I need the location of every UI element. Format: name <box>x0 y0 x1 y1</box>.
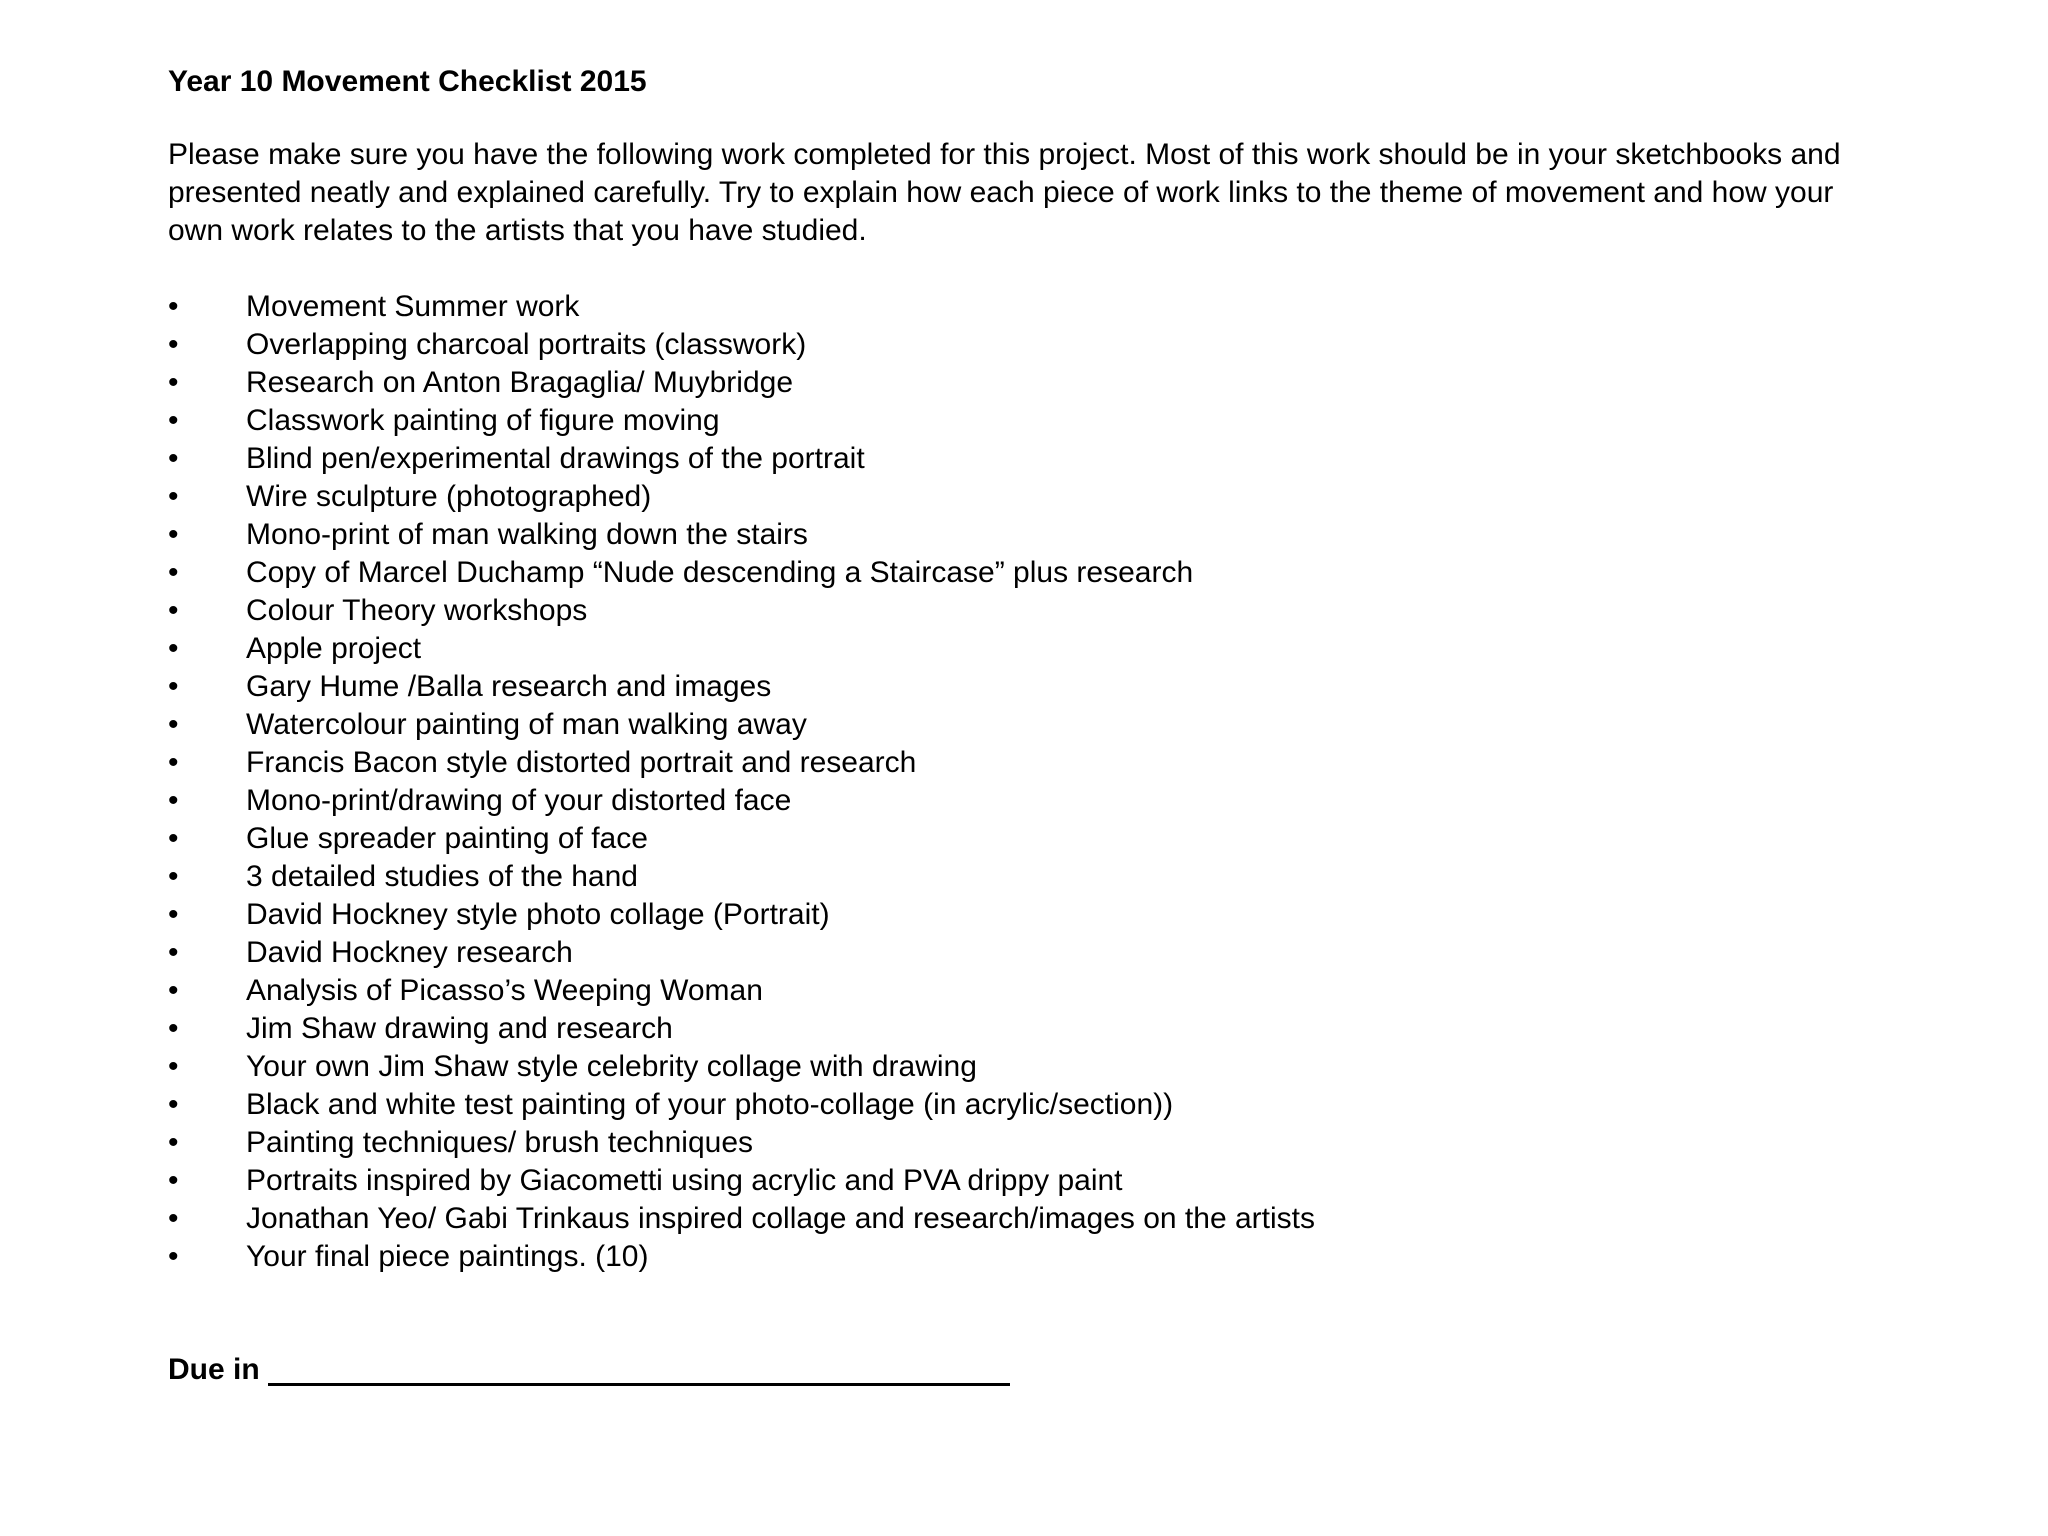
list-item-text: Painting techniques/ brush techniques <box>246 1126 754 1159</box>
bullet-icon: • <box>168 898 179 931</box>
list-item <box>168 1048 1888 1086</box>
list-item-text: Overlapping charcoal portraits (classwork) <box>246 328 807 361</box>
bullet-icon: • <box>168 936 179 969</box>
list-item-text: Classwork painting of figure moving <box>246 404 720 437</box>
list-item-text: Glue spreader painting of face <box>246 822 648 855</box>
list-item <box>168 782 1888 820</box>
list-item <box>168 1200 1888 1238</box>
list-item-text: 3 detailed studies of the hand <box>246 860 638 893</box>
list-item-text: Francis Bacon style distorted portrait and research <box>246 746 917 779</box>
bullet-icon: • <box>168 746 179 779</box>
list-item <box>168 402 1888 440</box>
list-item <box>168 554 1888 592</box>
list-item-text: Wire sculpture (photographed) <box>246 480 652 513</box>
list-item-text: Colour Theory workshops <box>246 594 588 627</box>
bullet-icon: • <box>168 1088 179 1121</box>
bullet-icon: • <box>168 290 179 323</box>
list-item <box>168 1124 1888 1162</box>
bullet-icon: • <box>168 366 179 399</box>
list-item <box>168 934 1888 972</box>
list-item <box>168 820 1888 858</box>
bullet-icon: • <box>168 1050 179 1083</box>
list-item-text: Copy of Marcel Duchamp “Nude descending a Staircase” plus research <box>246 556 1194 589</box>
list-item <box>168 630 1888 668</box>
list-item-text: David Hockney research <box>246 936 573 969</box>
list-item-text: Gary Hume /Balla research and images <box>246 670 772 703</box>
bullet-icon: • <box>168 1012 179 1045</box>
bullet-icon: • <box>168 518 179 551</box>
bullet-icon: • <box>168 1240 179 1273</box>
list-item-text: Your final piece paintings. (10) <box>246 1240 649 1273</box>
intro-paragraph: Please make sure you have the following work completed for this project. Most of this work should be in your sketchbooks and presented neatly and explained carefully. Try to explain how each piece of work links to the theme of movement and how your own work relates to the artists that you have studied. <box>168 138 1841 247</box>
list-item-text: Mono-print/drawing of your distorted face <box>246 784 792 817</box>
bullet-icon: • <box>168 480 179 513</box>
list-item <box>168 288 1888 326</box>
list-item <box>168 706 1888 744</box>
list-item <box>168 1238 1888 1276</box>
list-item <box>168 668 1888 706</box>
bullet-icon: • <box>168 708 179 741</box>
bullet-icon: • <box>168 556 179 589</box>
list-item <box>168 440 1888 478</box>
list-item <box>168 744 1888 782</box>
list-item-text: Blind pen/experimental drawings of the portrait <box>246 442 865 475</box>
bullet-icon: • <box>168 1126 179 1159</box>
list-item <box>168 1086 1888 1124</box>
bullet-icon: • <box>168 784 179 817</box>
list-item <box>168 478 1888 516</box>
bullet-icon: • <box>168 328 179 361</box>
bullet-icon: • <box>168 974 179 1007</box>
list-item-text: Jonathan Yeo/ Gabi Trinkaus inspired collage and research/images on the artists <box>246 1202 1315 1235</box>
bullet-icon: • <box>168 822 179 855</box>
bullet-icon: • <box>168 860 179 893</box>
bullet-icon: • <box>168 404 179 437</box>
document-page <box>168 62 1888 1390</box>
bullet-icon: • <box>168 632 179 665</box>
checklist <box>168 288 1888 1276</box>
bullet-icon: • <box>168 594 179 627</box>
list-item-text: Portraits inspired by Giacometti using acrylic and PVA drippy paint <box>246 1164 1123 1197</box>
due-date-blank-line <box>268 1353 1010 1386</box>
list-item-text: Movement Summer work <box>246 290 580 323</box>
list-item-text: Jim Shaw drawing and research <box>246 1012 673 1045</box>
bullet-icon: • <box>168 1164 179 1197</box>
list-item <box>168 1162 1888 1200</box>
list-item-text: Watercolour painting of man walking away <box>246 708 807 741</box>
list-item-text: Your own Jim Shaw style celebrity collage with drawing <box>246 1050 977 1083</box>
list-item-text: Mono-print of man walking down the stairs <box>246 518 808 551</box>
bullet-icon: • <box>168 670 179 703</box>
due-date-row <box>168 1350 1888 1390</box>
list-item <box>168 326 1888 364</box>
list-item-text: David Hockney style photo collage (Portrait) <box>246 898 830 931</box>
list-item-text: Research on Anton Bragaglia/ Muybridge <box>246 366 794 399</box>
list-item <box>168 516 1888 554</box>
list-item <box>168 592 1888 630</box>
list-item <box>168 896 1888 934</box>
document-title: Year 10 Movement Checklist 2015 <box>168 65 647 98</box>
due-label: Due in <box>168 1353 260 1386</box>
list-item <box>168 1010 1888 1048</box>
list-item <box>168 364 1888 402</box>
bullet-icon: • <box>168 1202 179 1235</box>
list-item-text: Apple project <box>246 632 422 665</box>
list-item <box>168 858 1888 896</box>
list-item-text: Black and white test painting of your photo-collage (in acrylic/section)) <box>246 1088 1174 1121</box>
bullet-icon: • <box>168 442 179 475</box>
list-item <box>168 972 1888 1010</box>
list-item-text: Analysis of Picasso’s Weeping Woman <box>246 974 763 1007</box>
